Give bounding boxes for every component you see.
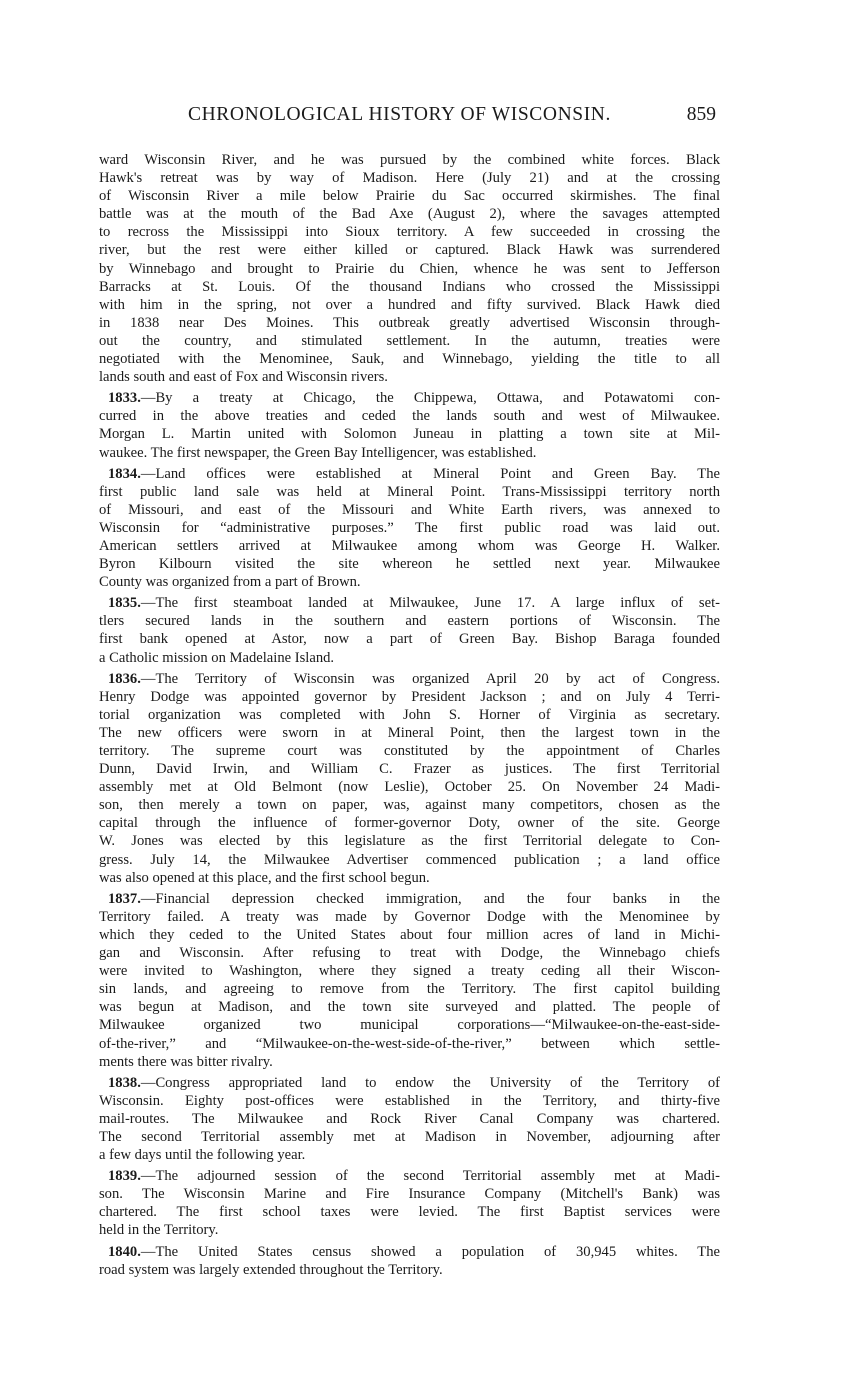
paragraph [99, 389, 720, 461]
text-line [99, 1221, 720, 1239]
line-text: out the country, and stimulated settlement. In the autumn, treaties were [99, 332, 720, 349]
text-line [99, 1074, 720, 1092]
text-line [99, 1092, 720, 1110]
line-text: Wisconsin. Eighty post-offices were established in the Territory, and thirty-five [99, 1092, 720, 1109]
text-line [99, 573, 720, 591]
line-text: Henry Dodge was appointed governor by President Jackson ; and on July 4 Terri- [99, 688, 720, 705]
paragraph [99, 670, 720, 887]
text-line [99, 169, 720, 187]
line-text: river, but the rest were either killed or captured. Black Hawk was surrendered [99, 242, 720, 259]
text-line [99, 223, 720, 241]
line-text: Byron Kilbourn visited the site whereon he settled next year. Milwaukee [99, 556, 720, 573]
text-line [99, 151, 720, 169]
line-text: was also opened at this place, and the first school begun. [99, 869, 430, 886]
text-line [99, 407, 720, 425]
text-line [99, 890, 720, 908]
text-line [99, 241, 720, 259]
text-line [99, 555, 720, 573]
text-line [99, 612, 720, 630]
line-text: a few days until the following year. [99, 1147, 306, 1164]
line-text: —The United States census showed a population of 30,945 whites. The [140, 1243, 720, 1260]
line-text: tlers secured lands in the southern and eastern portions of Wisconsin. The [99, 613, 720, 630]
text-line [99, 980, 720, 998]
text-line [99, 706, 720, 724]
text-line [99, 1035, 720, 1053]
line-text: first bank opened at Astor, now a part of Green Bay. Bishop Baraga founded [99, 631, 720, 648]
text-line [99, 1128, 720, 1146]
line-text: assembly met at Old Belmont (now Leslie), October 25. On November 24 Madi- [99, 779, 720, 796]
text-line [99, 205, 720, 223]
page-number: 859 [686, 104, 716, 125]
text-line [99, 260, 720, 278]
text-line [99, 832, 720, 850]
year-heading: 1835. [108, 595, 141, 612]
line-text: of Missouri, and east of the Missouri and White Earth rivers, was annexed to [99, 501, 720, 518]
text-line [99, 962, 720, 980]
line-text: first public land sale was held at Mineral Point. Trans-Mississippi territory north [99, 483, 720, 500]
line-text: The new officers were sworn in at Mineral Point, then the largest town in the [99, 724, 720, 741]
text-line [99, 908, 720, 926]
text-line [99, 926, 720, 944]
line-text: torial organization was completed with John S. Horner of Virginia as secretary. [99, 706, 720, 723]
text-line [99, 519, 720, 537]
line-text: lands south and east of Fox and Wisconsin rivers. [99, 369, 388, 386]
line-text: W. Jones was elected by this legislature as the first Territorial delegate to Con- [99, 833, 720, 850]
line-text: —Financial depression checked immigration, and the four banks in the [140, 890, 720, 907]
text-line [99, 814, 720, 832]
line-text: —Land offices were established at Mineral Point and Green Bay. The [140, 465, 720, 482]
line-text: held in the Territory. [99, 1222, 219, 1239]
line-text: —The Territory of Wisconsin was organized April 20 by act of Congress. [140, 670, 720, 687]
text-line [99, 851, 720, 869]
text-line [99, 483, 720, 501]
line-text: —By a treaty at Chicago, the Chippewa, Ottawa, and Potawatomi con- [140, 390, 720, 407]
text-line [99, 944, 720, 962]
line-text: waukee. The first newspaper, the Green Bay Intelligencer, was established. [99, 444, 537, 461]
paragraph [99, 465, 720, 592]
text-line [99, 742, 720, 760]
line-text: Wisconsin for “administrative purposes.” The first public road was laid out. [99, 519, 720, 536]
text-line [99, 1053, 720, 1071]
body-text [99, 151, 720, 1279]
line-text: Dunn, David Irwin, and William C. Frazer as justices. The first Territorial [99, 761, 720, 778]
line-text: Morgan L. Martin united with Solomon Juneau in platting a town site at Mil- [99, 426, 720, 443]
text-line [99, 796, 720, 814]
line-text: sin lands, and agreeing to remove from the Territory. The first capitol building [99, 981, 720, 998]
year-heading: 1840. [108, 1243, 141, 1260]
text-line [99, 501, 720, 519]
text-line [99, 296, 720, 314]
line-text: road system was largely extended throughout the Territory. [99, 1261, 443, 1278]
line-text: negotiated with the Menominee, Sauk, and Winnebago, yielding the title to all [99, 351, 720, 368]
line-text: of Wisconsin River a mile below Prairie du Sac occurred skirmishes. The final [99, 188, 720, 205]
line-text: a Catholic mission on Madelaine Island. [99, 649, 335, 666]
text-line [99, 187, 720, 205]
text-line [99, 649, 720, 667]
line-text: The second Territorial assembly met at Madison in November, adjourning after [99, 1128, 720, 1145]
line-text: which they ceded to the United States about four million acres of land in Michi- [99, 926, 720, 943]
text-line [99, 869, 720, 887]
text-line [99, 314, 720, 332]
paragraph [99, 594, 720, 666]
text-line [99, 444, 720, 462]
text-line [99, 1016, 720, 1034]
line-text: American settlers arrived at Milwaukee among whom was George H. Walker. [99, 537, 720, 554]
line-text: mail-routes. The Milwaukee and Rock River Canal Company was chartered. [99, 1110, 720, 1127]
page-header [100, 104, 720, 130]
line-text: of-the-river,” and “Milwaukee-on-the-west-side-of-the-river,” between which settle- [99, 1035, 720, 1052]
text-line [99, 1110, 720, 1128]
text-line [99, 998, 720, 1016]
text-line [99, 1261, 720, 1279]
text-line [99, 670, 720, 688]
line-text: territory. The supreme court was constituted by the appointment of Charles [99, 743, 720, 759]
text-line [99, 1167, 720, 1185]
text-line [99, 389, 720, 407]
text-line [99, 425, 720, 443]
line-text: with him in the spring, not over a hundred and fifty survived. Black Hawk died [99, 296, 720, 313]
line-text: capital through the influence of former-governor Doty, owner of the site. George [99, 815, 720, 832]
text-line [99, 1185, 720, 1203]
line-text: Territory failed. A treaty was made by Governor Dodge with the Menominee by [99, 908, 720, 925]
line-text: son, then merely a town on paper, was, against many competitors, chosen as the [99, 797, 720, 814]
paragraph [99, 1167, 720, 1239]
line-text: were invited to Washington, where they signed a treaty ceding all their Wiscon- [99, 963, 720, 980]
line-text: Milwaukee organized two municipal corporations—“Milwaukee-on-the-east-side- [99, 1017, 720, 1034]
text-line [99, 630, 720, 648]
text-line [99, 688, 720, 706]
line-text: Barracks at St. Louis. Of the thousand Indians who crossed the Mississippi [99, 278, 720, 295]
year-heading: 1833. [108, 390, 141, 407]
text-line [99, 465, 720, 483]
line-text: Hawk's retreat was by way of Madison. Here (July 21) and at the crossing [99, 170, 720, 187]
paragraph [99, 1243, 720, 1279]
line-text: County was organized from a part of Brown. [99, 574, 361, 591]
line-text: gan and Wisconsin. After refusing to treat with Dodge, the Winnebago chiefs [99, 945, 720, 962]
year-heading: 1838. [108, 1074, 141, 1091]
text-line [99, 278, 720, 296]
text-line [99, 724, 720, 742]
year-heading: 1837. [108, 890, 141, 907]
line-text: battle was at the mouth of the Bad Axe (August 2), where the savages attempted [99, 206, 720, 223]
line-text: was begun at Madison, and the town site surveyed and platted. The people of [99, 999, 720, 1016]
line-text: —Congress appropriated land to endow the University of the Territory of [140, 1074, 720, 1091]
text-line [99, 368, 720, 386]
text-line [99, 332, 720, 350]
year-heading: 1834. [108, 465, 141, 482]
text-line [99, 778, 720, 796]
text-line [99, 1203, 720, 1221]
running-title: CHRONOLOGICAL HISTORY OF WISCONSIN. [188, 104, 611, 125]
line-text: gress. July 14, the Milwaukee Advertiser commenced publication ; a land office [99, 851, 720, 868]
text-line [99, 760, 720, 778]
line-text: by Winnebago and brought to Prairie du Chien, whence he was sent to Jefferson [99, 260, 720, 277]
year-heading: 1839. [108, 1168, 141, 1185]
line-text: chartered. The first school taxes were levied. The first Baptist services were [99, 1204, 720, 1221]
line-text: curred in the above treaties and ceded the lands south and west of Milwaukee. [99, 408, 720, 425]
text-line [99, 1243, 720, 1261]
line-text: ward Wisconsin River, and he was pursued by the combined white forces. Black [99, 152, 720, 168]
paragraph [99, 1074, 720, 1164]
text-line [99, 537, 720, 555]
text-line [99, 1146, 720, 1164]
text-line [99, 350, 720, 368]
text-line [99, 594, 720, 612]
line-text: —The adjourned session of the second Territorial assembly met at Madi- [140, 1168, 720, 1185]
line-text: son. The Wisconsin Marine and Fire Insurance Company (Mitchell's Bank) was [99, 1186, 720, 1203]
line-text: to recross the Mississippi into Sioux territory. A few succeeded in crossing the [99, 224, 720, 241]
line-text: ments there was bitter rivalry. [99, 1053, 273, 1070]
paragraph [99, 890, 720, 1071]
line-text: —The first steamboat landed at Milwaukee, June 17. A large influx of set- [140, 595, 720, 612]
line-text: in 1838 near Des Moines. This outbreak greatly advertised Wisconsin through- [99, 314, 720, 331]
paragraph [99, 151, 720, 386]
year-heading: 1836. [108, 670, 141, 687]
